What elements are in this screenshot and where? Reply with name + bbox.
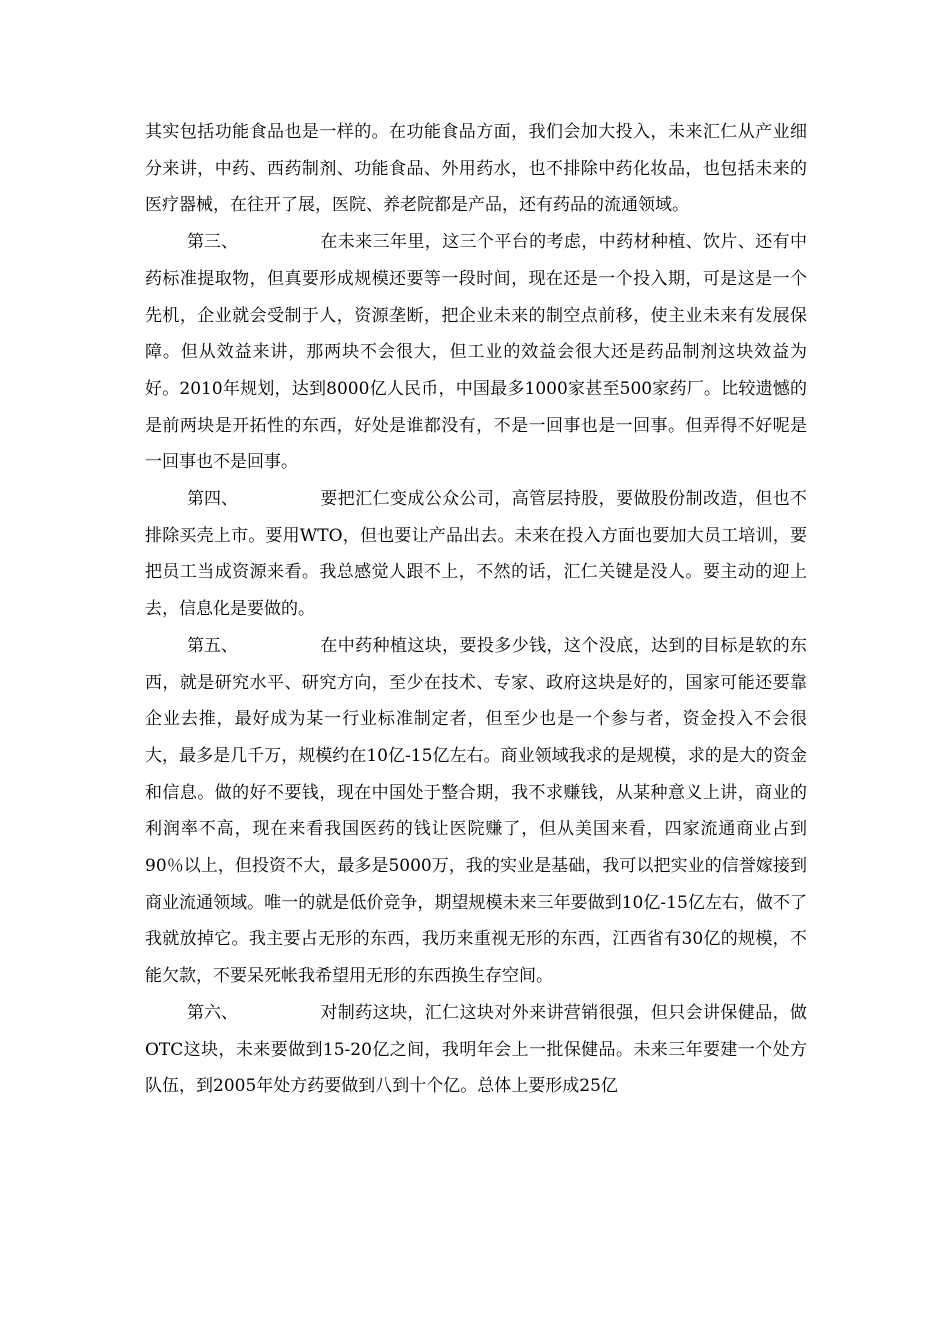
paragraph-text: 对制药这块，汇仁这块对外来讲营销很强，但只会讲保健品，做OTC这块，未来要做到15-20亿之间，我明年会上一批保健品。未来三年要建一个处方队伍，到2005年处方药要做到八到十个亿。总体上要形成25亿 [145,1002,807,1097]
section-label: 第三、 [187,232,238,253]
section-label: 第五、 [187,635,238,656]
paragraph-continuation [145,114,807,224]
paragraph-text: 要把汇仁变成公众公司，高管层持股，要做股份制改造，但也不排除买壳上市。要用WTO，但也要让产品出去。未来在投入方面也要加大员工培训，要把员工当成资源来看。我总感觉人跟不上，不然的话，汇仁关键是没人。要主动的迎上去，信息化是要做的。 [145,489,807,620]
paragraph-text: 在未来三年里，这三个平台的考虑，中药材种植、饮片、还有中药标准提取物，但真要形成规模还要等一段时间，现在还是一个投入期，可是这是一个先机，企业就会受制于人，资源垄断，把企业未来的制空点前移，使主业未来有发展保障。但从效益来讲，那两块不会很大，但工业的效益会很大还是药品制剂这块效益为好。2010年规划，达到8000亿人民币，中国最多1000家甚至500家药厂。比较遗憾的是前两块是开拓性的东西，好处是谁都没有，不是一回事也是一回事。但弄得不好呢是一回事也不是回事。 [145,232,807,473]
paragraph-third [145,224,807,481]
paragraph-sixth [145,995,807,1105]
section-label: 第四、 [187,489,238,510]
paragraph-fourth [145,481,807,628]
document-body [145,114,807,1105]
paragraph-fifth [145,628,807,995]
paragraph-text: 其实包括功能食品也是一样的。在功能食品方面，我们会加大投入，未来汇仁从产业细分来讲，中药、西药制剂、功能食品、外用药水，也不排除中药化妆品，也包括未来的医疗器械，在往开了展，医院、养老院都是产品，还有药品的流通领域。 [145,122,807,216]
paragraph-text: 在中药种植这块，要投多少钱，这个没底，达到的目标是软的东西，就是研究水平、研究方向，至少在技术、专家、政府这块是好的，国家可能还要靠企业去推，最好成为某一行业标准制定者，但至少也是一个参与者，资金投入不会很大，最多是几千万，规模约在10亿-15亿左右。商业领域我求的是规模，求的是大的资金和信息。做的好不要钱，现在中国处于整合期，我不求赚钱，从某种意义上讲，商业的利润率不高，现在来看我国医药的钱让医院赚了，但从美国来看，四家流通商业占到90％以上，但投资不大，最多是5000万，我的实业是基础，我可以把实业的信誉嫁接到商业流通领域。唯一的就是低价竞争，期望规模未来三年要做到10亿-15亿左右，做不了我就放掉它。我主要占无形的东西，我历来重视无形的东西，江西省有30亿的规模，不能欠款，不要呆死帐我希望用无形的东西换生存空间。 [145,635,807,987]
section-label: 第六、 [187,1002,238,1023]
